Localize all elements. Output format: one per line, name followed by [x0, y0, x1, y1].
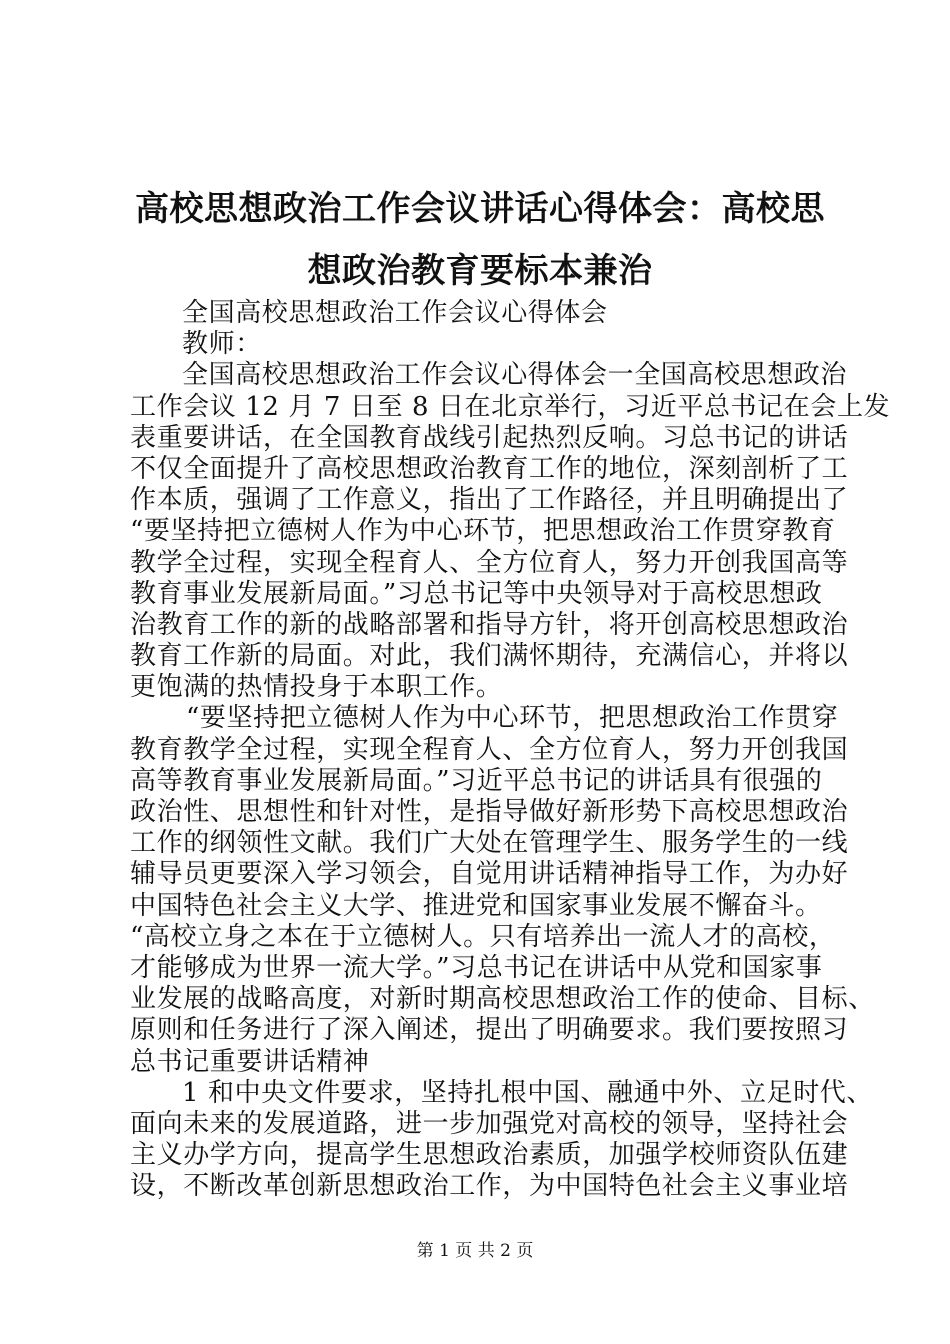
- paragraph-2-line: 高等教育事业发展新局面。”习近平总书记的讲话具有很强的: [130, 765, 823, 796]
- title-line-1: 高校思想政治工作会议讲话心得体会：高校思: [135, 189, 825, 229]
- paragraph-1-line: 全国高校思想政治工作会议心得体会一全国高校思想政治: [182, 360, 848, 391]
- paragraph-1-line: 不仅全面提升了高校思想政治教育工作的地位，深刻剖析了工: [130, 453, 849, 484]
- paragraph-3-line: 设，不断改革创新思想政治工作，为中国特色社会主义事业培: [130, 1171, 849, 1202]
- paragraph-2-line: 业发展的战略高度，对新时期高校思想政治工作的使命、目标、: [130, 984, 875, 1015]
- title-line-2: 想政治教育要标本兼治: [307, 251, 653, 291]
- paragraph-1-line: 教育事业发展新局面。”习总书记等中央领导对于高校思想政: [130, 578, 823, 609]
- paragraph-2-line: 总书记重要讲话精神: [130, 1046, 370, 1077]
- author-line: 教师：: [182, 329, 262, 360]
- page-footer: [0, 1240, 950, 1262]
- paragraph-1-line: “要坚持把立德树人作为中心环节，把思想政治工作贯穿教育: [130, 516, 836, 547]
- paragraph-2-line: 辅导员更要深入学习领会，自觉用讲话精神指导工作，为办好: [130, 859, 849, 890]
- paragraph-2-line: “要坚持把立德树人作为中心环节，把思想政治工作贯穿: [186, 703, 839, 734]
- paragraph-1-line: 作本质，强调了工作意义，指出了工作路径，并且明确提出了: [130, 485, 849, 516]
- paragraph-1-line: 治教育工作的新的战略部署和指导方针，将开创高校思想政治: [130, 609, 849, 640]
- paragraph-2-line: “高校立身之本在于立德树人。只有培养出一流人才的高校，: [130, 921, 836, 952]
- subtitle-line: 全国高校思想政治工作会议心得体会: [182, 298, 608, 328]
- paragraph-1-line: 教育工作新的局面。对此，我们满怀期待，充满信心，并将以: [130, 641, 849, 672]
- paragraph-1-line: 工作会议 12 月 7 日至 8 日在北京举行，习近平总书记在会上发: [130, 391, 891, 422]
- paragraph-3-line: 1 和中央文件要求，坚持扎根中国、融通中外、立足时代、: [182, 1077, 874, 1108]
- document-title: [100, 178, 860, 302]
- paragraph-1-line: 教学全过程，实现全程育人、全方位育人，努力开创我国高等: [130, 547, 849, 578]
- paragraph-2-line: 工作的纲领性文献。我们广大处在管理学生、服务学生的一线: [130, 828, 849, 859]
- paragraph-2-line: 原则和任务进行了深入阐述，提出了明确要求。我们要按照习: [130, 1015, 849, 1046]
- paragraph-3-line: 面向未来的发展道路，进一步加强党对高校的领导，坚持社会: [130, 1108, 849, 1139]
- paragraph-1-line: 更饱满的热情投身于本职工作。: [130, 672, 503, 703]
- paragraph-3-line: 主义办学方向，提高学生思想政治素质，加强学校师资队伍建: [130, 1140, 849, 1171]
- document-body: [130, 298, 891, 1202]
- paragraph-2-line: 中国特色社会主义大学、推进党和国家事业发展不懈奋斗。: [130, 890, 822, 921]
- page-number: 第 1 页 共 2 页: [416, 1241, 534, 1261]
- paragraph-2-line: 教育教学全过程，实现全程育人、全方位育人，努力开创我国: [130, 734, 849, 765]
- paragraph-1-line: 表重要讲话，在全国教育战线引起热烈反响。习总书记的讲话: [130, 422, 849, 453]
- paragraph-2-line: 政治性、思想性和针对性，是指导做好新形势下高校思想政治: [130, 797, 849, 827]
- paragraph-2-line: 才能够成为世界一流大学。”习总书记在讲话中从党和国家事: [130, 952, 823, 983]
